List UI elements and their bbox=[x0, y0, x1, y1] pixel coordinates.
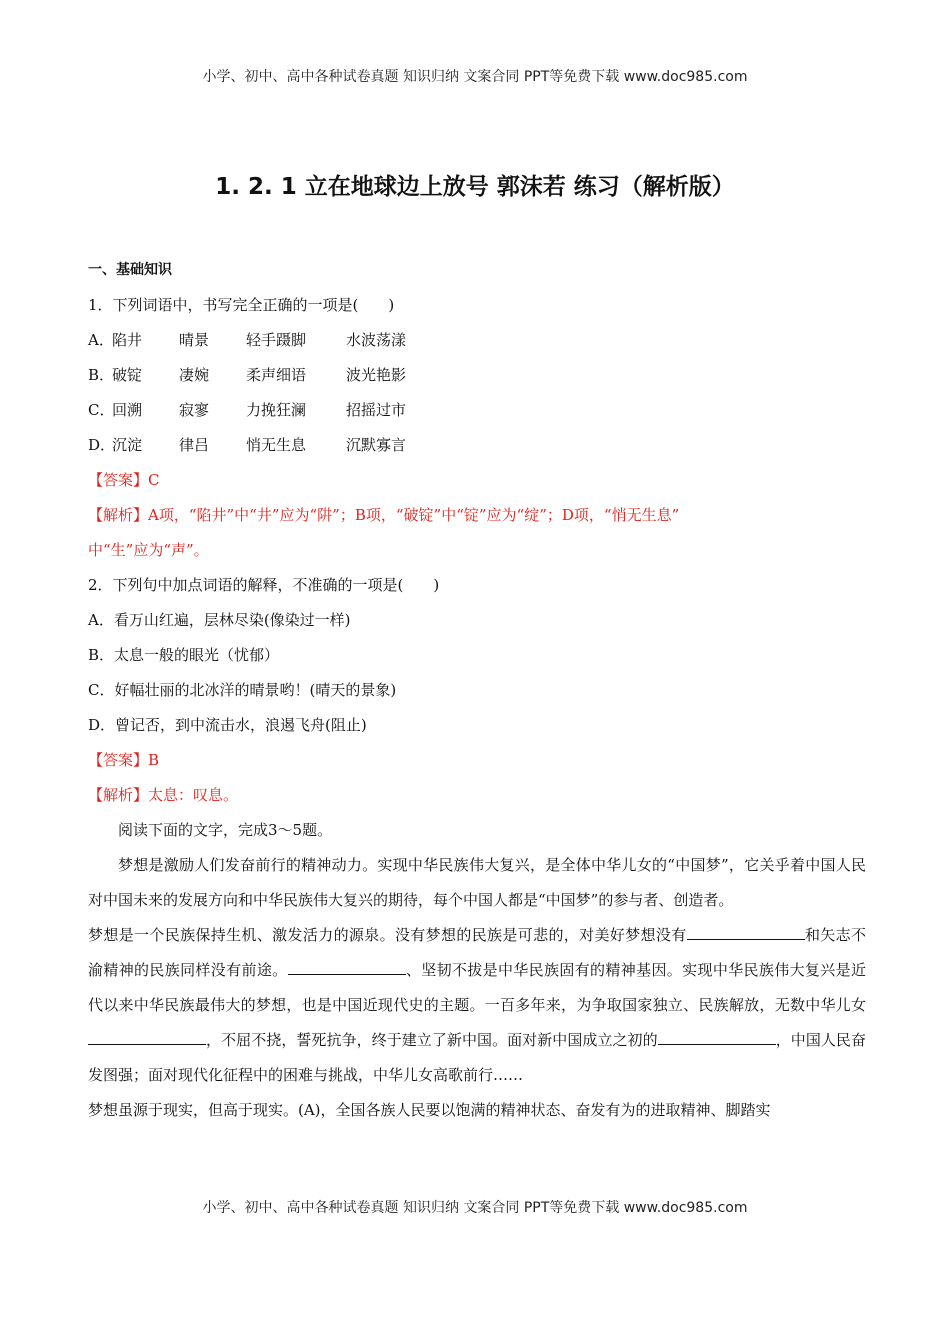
option-word: 轻手蹑脚 bbox=[246, 331, 307, 349]
option-word: 沉淀 bbox=[112, 436, 143, 454]
question-1-stem: 1．下列词语中，书写完全正确的一项是( ) bbox=[88, 296, 395, 314]
question-2-analysis: 【解析】太息：叹息。 bbox=[88, 786, 239, 804]
reading-paragraph-1: 梦想是激励人们发奋前行的精神动力。实现中华民族伟大复兴，是全体中华儿女的“中国梦”，它关乎着中国人民对中国未来的发展方向和中华民族伟大复兴的期待，每个中国人都是“中国梦”的参与者、创造者。 bbox=[88, 856, 866, 909]
page-footer: 小学、初中、高中各种试卷真题 知识归纳 文案合同 PPT等免费下载 www.doc985.com bbox=[202, 1200, 748, 1216]
reading-paragraph-2 bbox=[88, 918, 866, 1093]
question-1-analysis-cont: 中“生”应为“声”。 bbox=[88, 541, 209, 559]
option-key: A． bbox=[88, 331, 114, 349]
option-word: 招摇过市 bbox=[346, 401, 407, 419]
option-word: 陷井 bbox=[112, 331, 143, 349]
reading-paragraph-3: 梦想虽源于现实，但高于现实。(A)，全国各族人民要以饱满的精神状态、奋发有为的进取精神、脚踏实 bbox=[88, 1101, 771, 1119]
option-word: 水波荡漾 bbox=[346, 331, 407, 349]
option-key: D． bbox=[88, 436, 116, 454]
question-1-analysis: 【解析】A项，“陷井”中“井”应为“阱”；B项，“破锭”中“锭”应为“绽”；D项，“悄无生息” bbox=[88, 506, 680, 524]
question-2-option-c: C．好幅壮丽的北冰洋的晴景哟！(晴天的景象) bbox=[88, 681, 397, 699]
question-1-answer: 【答案】C bbox=[88, 471, 160, 489]
question-1-option-d bbox=[88, 428, 866, 463]
page-title: 1. 2. 1 立在地球边上放号 郭沫若 练习（解析版） bbox=[215, 174, 735, 200]
fill-blank bbox=[288, 960, 406, 975]
fill-blank bbox=[88, 1030, 206, 1045]
question-2-stem: 2．下列句中加点词语的解释，不准确的一项是( ) bbox=[88, 576, 440, 594]
question-1-option-b bbox=[88, 358, 866, 393]
question-2-option-d: D．曾记否，到中流击水，浪遏飞舟(阻止) bbox=[88, 716, 367, 734]
question-2-option-a: A．看万山红遍，层林尽染(像染过一样) bbox=[88, 611, 351, 629]
page-header: 小学、初中、高中各种试卷真题 知识归纳 文案合同 PPT等免费下载 www.doc985.com bbox=[202, 69, 748, 85]
option-word: 沉默寡言 bbox=[346, 436, 407, 454]
question-1-option-c bbox=[88, 393, 866, 428]
text-segment: 和矢志不渝精神的民族同样没有前途。 bbox=[88, 926, 866, 979]
option-word: 波光艳影 bbox=[346, 366, 407, 384]
text-segment: 、坚韧不拔是中华民族固有的精神基因。实现中华民族伟大复兴是近代以来中华民族最伟大的梦想，也是中国近现代史的主题。一百多年来，为争取国家独立、民族解放，无数中华儿女 bbox=[88, 961, 866, 1014]
option-word: 凄婉 bbox=[179, 366, 210, 384]
option-word: 破锭 bbox=[112, 366, 143, 384]
text-segment: ，中国人民奋发图强；面对现代化征程中的困难与挑战，中华儿女高歌前行…… bbox=[88, 1031, 866, 1084]
document-body bbox=[88, 253, 866, 1128]
fill-blank bbox=[658, 1030, 776, 1045]
option-word: 力挽狂澜 bbox=[246, 401, 307, 419]
option-word: 律吕 bbox=[179, 436, 210, 454]
option-key: B． bbox=[88, 366, 115, 384]
question-2-answer: 【答案】B bbox=[88, 751, 160, 769]
question-1-option-a bbox=[88, 323, 866, 358]
option-key: C． bbox=[88, 401, 115, 419]
option-word: 寂寥 bbox=[179, 401, 210, 419]
option-word: 回溯 bbox=[112, 401, 143, 419]
fill-blank bbox=[687, 925, 805, 940]
section-heading: 一、基础知识 bbox=[88, 262, 172, 278]
reading-intro: 阅读下面的文字，完成3～5题。 bbox=[118, 821, 333, 839]
option-word: 柔声细语 bbox=[246, 366, 307, 384]
option-word: 晴景 bbox=[179, 331, 210, 349]
option-word: 悄无生息 bbox=[246, 436, 307, 454]
text-segment: ，不屈不挠，誓死抗争，终于建立了新中国。面对新中国成立之初的 bbox=[206, 1031, 658, 1049]
question-2-option-b: B．太息一般的眼光（忧郁） bbox=[88, 646, 280, 664]
text-segment: 梦想是一个民族保持生机、激发活力的源泉。没有梦想的民族是可悲的，对美好梦想没有 bbox=[88, 926, 687, 944]
